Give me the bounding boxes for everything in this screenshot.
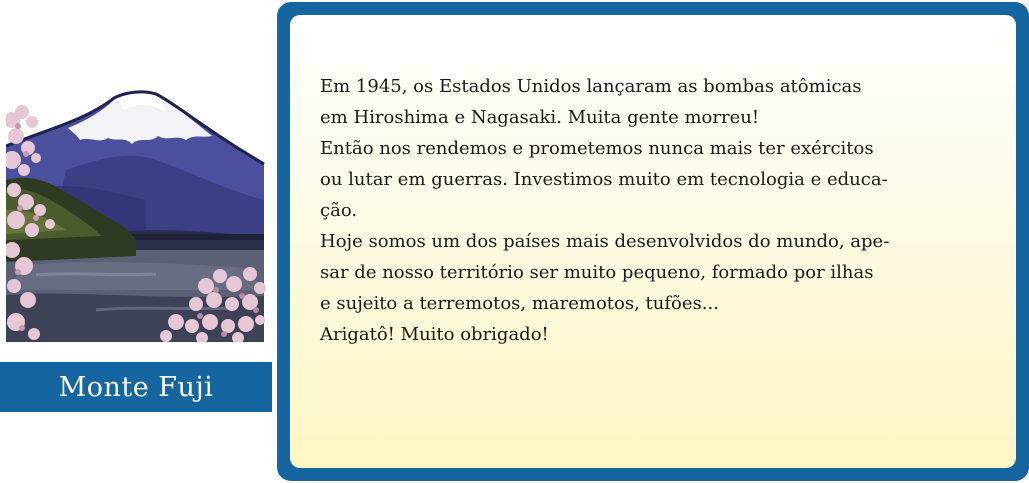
text-frame — [277, 2, 1029, 481]
mount-fuji-illustration — [6, 90, 266, 342]
text-line: sar de nosso território ser muito pequeno, formado por ilhas — [320, 262, 874, 283]
text-line: Então nos rendemos e prometemos nunca mais ter exércitos — [320, 138, 874, 159]
text-line: ou lutar em guerras. Investimos muito em tecnologia e educa- — [320, 169, 888, 190]
text-line: e sujeito a terremotos, maremotos, tufões... — [320, 293, 719, 314]
text-line: Em 1945, os Estados Unidos lançaram as bombas atômicas — [320, 76, 862, 97]
caption-title: Monte Fuji — [58, 371, 214, 403]
text-panel — [290, 15, 1016, 468]
text-line: Hoje somos um dos países mais desenvolvidos do mundo, ape- — [320, 231, 890, 252]
text-line: Arigatô! Muito obrigado! — [320, 324, 549, 345]
caption-bar — [0, 362, 272, 412]
text-line: ção. — [320, 200, 358, 221]
text-line: em Hiroshima e Nagasaki. Muita gente morreu! — [320, 107, 760, 128]
